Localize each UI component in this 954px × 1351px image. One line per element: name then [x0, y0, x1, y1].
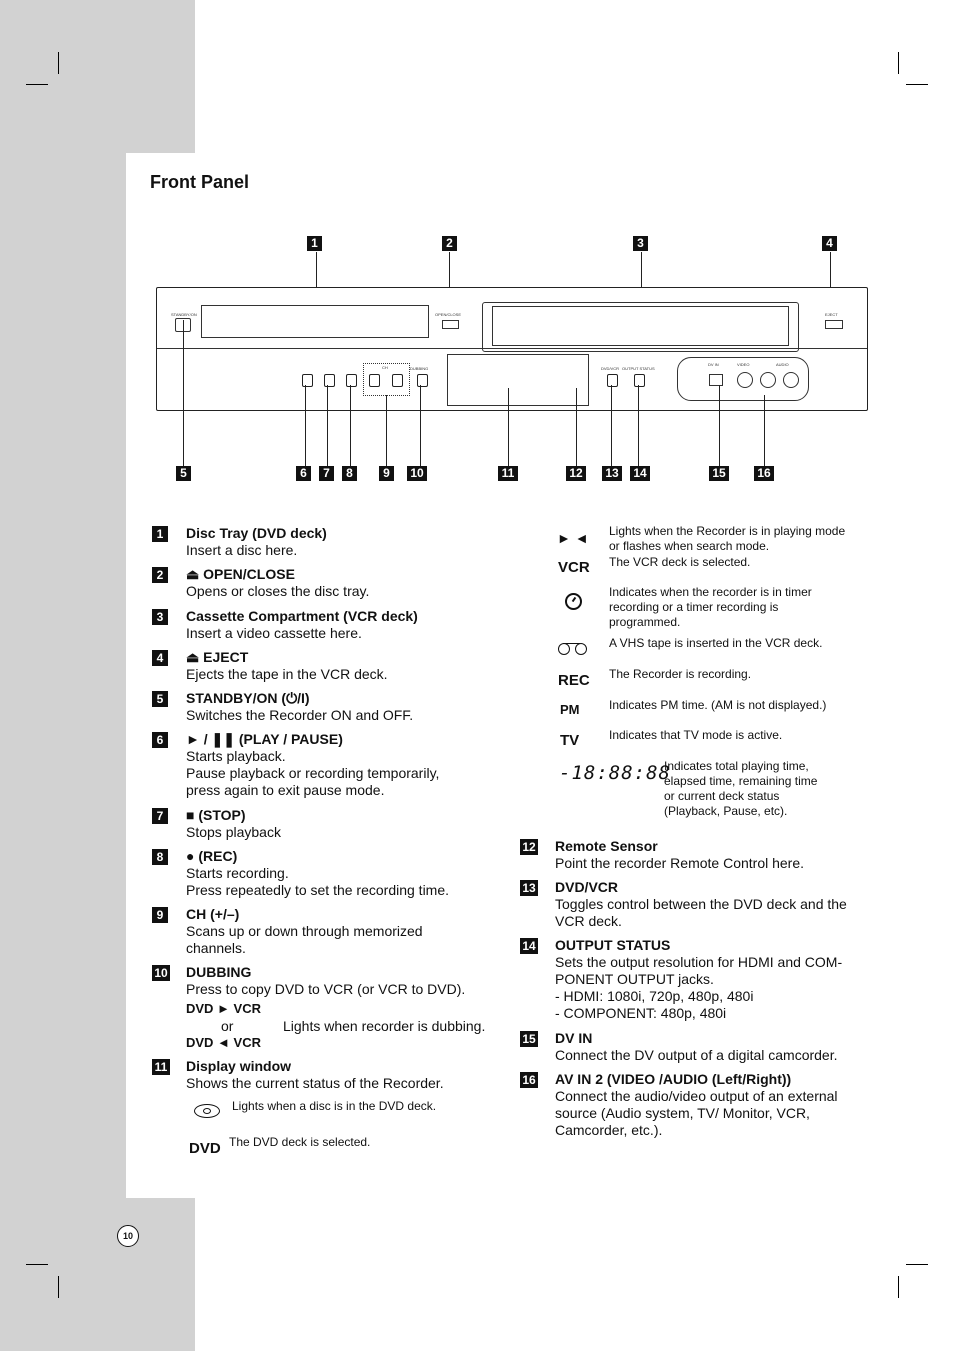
timer-icon [565, 593, 582, 610]
ch-plus-button[interactable] [392, 374, 403, 387]
item-desc: Toggles control between the DVD deck and the [555, 896, 847, 912]
indicator-desc: Lights when a disc is in the DVD deck. [232, 1099, 437, 1113]
eject-button[interactable] [825, 320, 843, 329]
item-title: STANDBY/ON (⏻/I) [186, 690, 310, 706]
item-desc: Connect the DV output of a digital camcorder. [555, 1047, 838, 1063]
crop-mark [26, 1264, 48, 1265]
item-number: 14 [520, 938, 538, 954]
eject-label: EJECT [825, 312, 838, 317]
item-open-close [152, 566, 472, 600]
item-number: 3 [152, 609, 168, 625]
item-desc: Starts playback. [186, 748, 286, 764]
item-title: Display window [186, 1058, 292, 1074]
item-number: 7 [152, 808, 168, 824]
indicator-desc: Indicates when the recorder is in timer recording or a timer recording is programmed. [609, 585, 812, 629]
callout-6: 6 [296, 466, 311, 481]
dvd-vcr-button[interactable] [607, 374, 618, 387]
callout-16: 16 [754, 466, 774, 481]
item-title: DUBBING [186, 964, 252, 980]
callout-15: 15 [709, 466, 729, 481]
item-title: CH (+/–) [186, 906, 240, 922]
item-desc: Opens or closes the disc tray. [186, 583, 370, 599]
item-desc: Press to copy DVD to VCR (or VCR to DVD). [186, 981, 466, 997]
crop-mark [906, 84, 928, 85]
item-desc: Ejects the tape in the VCR deck. [186, 666, 388, 682]
ch-label: CH [382, 365, 388, 370]
item-output-status [520, 937, 880, 1022]
item-desc: Press repeatedly to set the recording time. [186, 882, 450, 898]
video-jack[interactable] [737, 372, 753, 388]
item-desc: Insert a video cassette here. [186, 625, 362, 641]
tape-icon [558, 643, 588, 655]
callout-12: 12 [566, 466, 586, 481]
item-cassette-compartment [152, 608, 472, 642]
item-desc: PONENT OUTPUT jacks. [555, 971, 714, 987]
callout-13: 13 [602, 466, 622, 481]
video-label: VIDEO [737, 362, 750, 367]
leader-line [638, 385, 639, 467]
cassette-compartment-door [492, 306, 789, 346]
item-title: ⏏ EJECT [186, 649, 249, 665]
callout-2: 2 [442, 236, 457, 251]
item-number: 6 [152, 732, 168, 748]
dubbing-desc: Lights when recorder is dubbing. [283, 1018, 486, 1034]
item-desc: Stops playback [186, 824, 281, 840]
dv-in-jack[interactable] [709, 374, 723, 386]
display-window [447, 354, 589, 406]
tv-indicator: TV [560, 732, 580, 749]
page-number: 10 [117, 1225, 139, 1247]
item-play-pause [152, 731, 472, 799]
front-panel-device [156, 287, 868, 411]
ch-minus-button[interactable] [369, 374, 380, 387]
leader-line [719, 385, 720, 467]
play-pause-button[interactable] [302, 374, 313, 387]
item-title: Cassette Compartment (VCR deck) [186, 608, 418, 624]
standby-label: STANDBY/ON [171, 312, 197, 317]
item-number: 12 [520, 839, 538, 855]
crop-mark [898, 52, 899, 74]
item-title: OUTPUT STATUS [555, 937, 671, 953]
dubbing-label: DUBBING [410, 366, 429, 371]
dvd-vcr-label: DVD/VCR [601, 366, 620, 371]
dubbing-vcr-to-dvd: DVD ◄ VCR [186, 1035, 261, 1050]
callout-7: 7 [319, 466, 334, 481]
audio-left-jack[interactable] [760, 372, 776, 388]
leader-line [508, 388, 509, 467]
leader-line [576, 388, 577, 467]
item-desc: Starts recording. [186, 865, 289, 881]
item-desc: press again to exit pause mode. [186, 782, 385, 798]
item-number: 9 [152, 907, 168, 923]
item-desc: source (Audio system, TV/ Monitor, VCR, [555, 1105, 810, 1121]
indicator-desc: The DVD deck is selected. [229, 1135, 371, 1149]
indicator-desc: Lights when the Recorder is in playing mode or flashes when search mode. [609, 524, 846, 553]
item-desc: Camcorder, etc.). [555, 1122, 663, 1138]
rec-indicator: REC [558, 672, 590, 689]
item-number: 8 [152, 849, 168, 865]
page-title: Front Panel [150, 172, 250, 192]
item-number: 1 [152, 526, 168, 542]
item-title: Remote Sensor [555, 838, 658, 854]
item-title: ⏏ OPEN/CLOSE [186, 566, 295, 582]
audio-right-jack[interactable] [783, 372, 799, 388]
disc-tray [201, 305, 429, 338]
item-desc: Pause playback or recording temporarily, [186, 765, 440, 781]
item-number: 5 [152, 691, 168, 707]
callout-3: 3 [633, 236, 648, 251]
open-close-button[interactable] [442, 320, 459, 329]
leader-line [350, 385, 351, 467]
indicator-desc: Indicates that TV mode is active. [609, 728, 783, 742]
dubbing-dvd-to-vcr: DVD ► VCR [186, 1001, 261, 1016]
indicator-desc: The VCR deck is selected. [609, 555, 751, 569]
item-desc: - HDMI: 1080i, 720p, 480p, 480i [555, 988, 754, 1004]
item-title: Disc Tray (DVD deck) [186, 525, 327, 541]
crop-mark [906, 1264, 928, 1265]
callout-10: 10 [407, 466, 427, 481]
disc-icon [194, 1104, 220, 1118]
item-number: 10 [152, 965, 170, 981]
item-title: DVD/VCR [555, 879, 619, 895]
item-disc-tray [152, 525, 472, 559]
callout-1: 1 [307, 236, 322, 251]
item-desc: VCR deck. [555, 913, 622, 929]
item-number: 16 [520, 1072, 538, 1088]
item-desc: - COMPONENT: 480p, 480i [555, 1005, 727, 1021]
leader-line [183, 320, 184, 467]
callout-11: 11 [498, 466, 518, 481]
item-display-window [152, 1058, 472, 1092]
item-desc: Insert a disc here. [186, 542, 298, 558]
leader-line [305, 385, 306, 467]
open-close-label: OPEN/CLOSE [435, 312, 462, 317]
item-stop [152, 807, 472, 841]
item-desc: channels. [186, 940, 246, 956]
leader-line [420, 385, 421, 467]
item-desc: Connect the audio/video output of an external [555, 1088, 838, 1104]
item-desc: Sets the output resolution for HDMI and COM- [555, 954, 843, 970]
callout-5: 5 [176, 466, 191, 481]
leader-line [386, 395, 387, 467]
vcr-indicator: VCR [558, 559, 590, 576]
rec-button[interactable] [346, 374, 357, 387]
item-number: 4 [152, 650, 168, 666]
item-title: ■ (STOP) [186, 807, 246, 823]
pm-indicator: PM [560, 702, 580, 717]
audio-label: AUDIO [776, 362, 789, 367]
indicator-desc: Indicates PM time. (AM is not displayed.) [609, 698, 827, 712]
item-eject [152, 649, 472, 683]
indicator-desc: A VHS tape is inserted in the VCR deck. [609, 636, 823, 650]
dubbing-or: or [221, 1018, 234, 1034]
dv-in-label: DV IN [708, 362, 719, 367]
item-standby [152, 690, 472, 724]
stop-button[interactable] [324, 374, 335, 387]
item-title: ● (REC) [186, 848, 238, 864]
item-desc: Scans up or down through memorized [186, 923, 423, 939]
item-title: ► / ❚❚ (PLAY / PAUSE) [186, 731, 343, 747]
dvd-indicator: DVD [189, 1140, 221, 1157]
item-title: AV IN 2 (VIDEO /AUDIO (Left/Right)) [555, 1071, 792, 1087]
item-title: DV IN [555, 1030, 593, 1046]
item-ch [152, 906, 472, 957]
dubbing-button[interactable] [417, 374, 428, 387]
item-number: 2 [152, 567, 168, 583]
callout-9: 9 [379, 466, 394, 481]
item-dvd-vcr [520, 879, 880, 930]
item-av-in-2 [520, 1071, 880, 1139]
indicator-desc: The Recorder is recording. [609, 667, 752, 681]
crop-mark [58, 52, 59, 74]
item-remote-sensor [520, 838, 880, 872]
item-rec [152, 848, 472, 899]
item-number: 11 [152, 1059, 170, 1075]
crop-mark [898, 1276, 899, 1298]
output-status-label: OUTPUT STATUS [622, 366, 655, 371]
leader-line [611, 385, 612, 467]
callout-14: 14 [630, 466, 650, 481]
time-display-indicator: -18:88:88 [559, 762, 671, 784]
item-number: 13 [520, 880, 538, 896]
item-desc: Point the recorder Remote Control here. [555, 855, 805, 871]
indicator-desc: Indicates total playing time, elapsed time, remaining time or current deck status (Playback, Pause, etc). [664, 759, 818, 818]
item-dubbing [152, 964, 472, 998]
item-number: 15 [520, 1031, 538, 1047]
leader-line [327, 385, 328, 467]
output-status-button[interactable] [634, 374, 645, 387]
crop-mark [26, 84, 48, 85]
callout-4: 4 [822, 236, 837, 251]
play-search-indicator: ► ◄ [557, 530, 589, 546]
leader-line [764, 395, 765, 467]
callout-8: 8 [342, 466, 357, 481]
crop-mark [58, 1276, 59, 1298]
item-dv-in [520, 1030, 880, 1064]
item-desc: Shows the current status of the Recorder. [186, 1075, 444, 1091]
item-desc: Switches the Recorder ON and OFF. [186, 707, 414, 723]
